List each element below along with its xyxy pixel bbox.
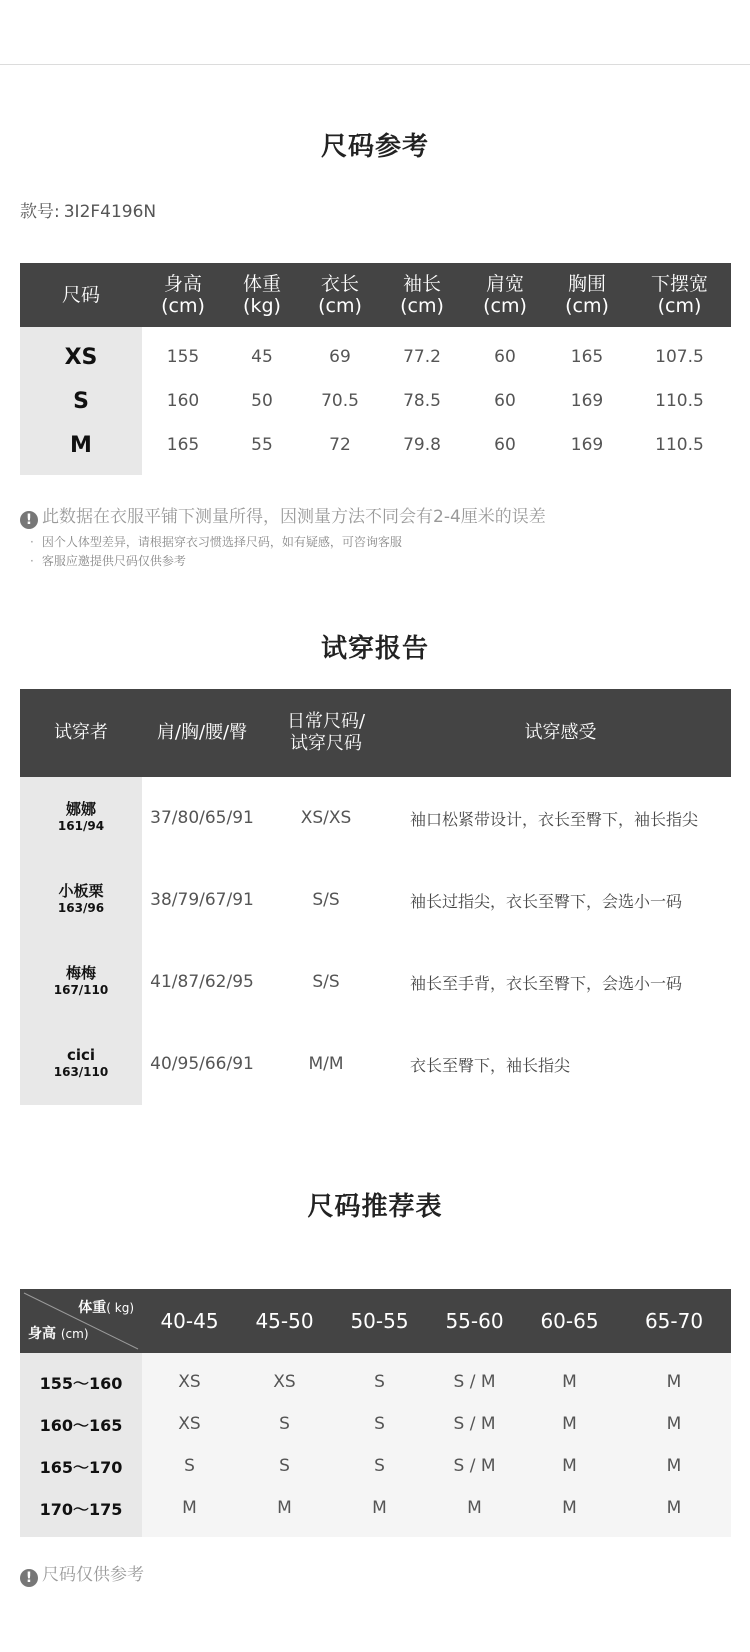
recommend-cell: M xyxy=(142,1487,237,1537)
top-divider xyxy=(0,64,750,65)
style-number-value: 3I2F4196N xyxy=(63,202,157,222)
recommend-cell: XS xyxy=(237,1353,332,1403)
recommend-title: 尺码推荐表 xyxy=(307,1192,443,1222)
trial-table-header xyxy=(20,689,731,777)
size-cell: 107.5 xyxy=(655,347,704,367)
recommend-cell: S / M xyxy=(427,1445,522,1487)
weight-header: 55-60 xyxy=(427,1289,522,1353)
size-header-cell: 胸围 (cm) xyxy=(546,263,628,327)
size-header-cell: 袖长 (cm) xyxy=(380,263,464,327)
size-header-cell: 体重 (kg) xyxy=(224,263,300,327)
tester-cell xyxy=(20,777,142,859)
tester-sizes: S/S xyxy=(312,972,340,992)
tester-sizes: S/S xyxy=(312,890,340,910)
recommend-row xyxy=(20,1353,731,1403)
size-row-m xyxy=(20,423,731,475)
size-cell: 69 xyxy=(329,347,351,367)
size-header-cell: 下摆宽 (cm) xyxy=(628,263,731,327)
recommend-cell: S / M xyxy=(427,1353,522,1403)
corner-weight-label: 体重( kg) xyxy=(78,1300,134,1316)
recommend-cell: M xyxy=(522,1403,617,1445)
weight-header: 50-55 xyxy=(332,1289,427,1353)
tester-metrics: 163/110 xyxy=(53,1065,109,1079)
exclamation-icon: ! xyxy=(20,1569,38,1587)
trial-header-cell: 肩/胸/腰/臀 xyxy=(142,689,262,777)
style-number xyxy=(20,197,160,222)
size-cell: 50 xyxy=(251,391,273,411)
tester-metrics: 167/110 xyxy=(53,983,109,997)
size-cell: 160 xyxy=(166,391,200,411)
tester-measures: 40/95/66/91 xyxy=(150,1054,254,1074)
size-row-xs xyxy=(20,327,731,379)
size-cell: 110.5 xyxy=(655,435,704,455)
recommend-cell: XS xyxy=(142,1353,237,1403)
tester-cell xyxy=(20,941,142,1023)
recommend-cell: S xyxy=(332,1353,427,1403)
size-cell: 79.8 xyxy=(403,435,441,455)
note-customer-service: · 客服应邀提供尺码仅供参考 xyxy=(30,552,186,569)
recommend-row xyxy=(20,1487,731,1537)
weight-header: 40-45 xyxy=(142,1289,237,1353)
size-header-cell: 衣长 (cm) xyxy=(300,263,380,327)
size-cell: 165 xyxy=(570,347,604,367)
size-label: XS xyxy=(20,327,142,379)
tester-measures: 38/79/67/91 xyxy=(150,890,254,910)
recommend-cell: S xyxy=(142,1445,237,1487)
trial-report-title: 试穿报告 xyxy=(320,634,429,664)
recommend-cell: M xyxy=(332,1487,427,1537)
size-header-cell: 肩宽 (cm) xyxy=(464,263,546,327)
recommend-cell: M xyxy=(617,1403,731,1445)
tester-feel: 衣长至臀下，袖长指尖 xyxy=(410,1055,571,1075)
height-range: 160～165 xyxy=(20,1403,142,1445)
size-cell: 55 xyxy=(251,435,273,455)
tester-name: 娜娜 xyxy=(65,800,96,818)
tester-sizes: XS/XS xyxy=(300,808,352,828)
weight-header: 65-70 xyxy=(617,1289,731,1353)
tester-measures: 41/87/62/95 xyxy=(150,972,254,992)
recommend-cell: S xyxy=(237,1403,332,1445)
recommend-cell: S xyxy=(332,1403,427,1445)
trial-header-cell: 试穿感受 xyxy=(390,689,731,777)
tester-metrics: 161/94 xyxy=(57,819,105,833)
tester-metrics: 163/96 xyxy=(57,901,105,915)
size-cell: 110.5 xyxy=(655,391,704,411)
trial-row xyxy=(20,859,731,941)
height-range: 155～160 xyxy=(20,1353,142,1403)
size-cell: 60 xyxy=(494,391,516,411)
corner-cell xyxy=(20,1289,142,1353)
size-cell: 169 xyxy=(570,391,604,411)
trial-row xyxy=(20,777,731,859)
tester-name: 小板栗 xyxy=(58,882,104,900)
size-row-s xyxy=(20,379,731,423)
trial-row xyxy=(20,941,731,1023)
height-range: 165～170 xyxy=(20,1445,142,1487)
recommend-cell: M xyxy=(237,1487,332,1537)
size-label: S xyxy=(20,379,142,423)
recommend-cell: M xyxy=(522,1445,617,1487)
recommend-cell: M xyxy=(427,1487,522,1537)
tester-name: 梅梅 xyxy=(65,964,96,982)
height-range: 170～175 xyxy=(20,1487,142,1537)
tester-feel: 袖口松紧带设计，衣长至臀下，袖长指尖 xyxy=(410,809,699,829)
measurement-note xyxy=(20,502,546,529)
recommend-cell: M xyxy=(522,1487,617,1537)
reference-footnote-text: 尺码仅供参考 xyxy=(42,1565,144,1585)
size-table xyxy=(20,263,731,475)
tester-cell xyxy=(20,859,142,941)
size-table-header xyxy=(20,263,731,327)
recommend-table-header xyxy=(20,1289,731,1353)
size-cell: 72 xyxy=(329,435,351,455)
size-cell: 70.5 xyxy=(321,391,359,411)
tester-sizes: M/M xyxy=(308,1054,344,1074)
recommend-cell: S / M xyxy=(427,1403,522,1445)
size-header-cell: 尺码 xyxy=(20,263,142,327)
recommend-cell: M xyxy=(617,1445,731,1487)
recommend-cell: M xyxy=(522,1353,617,1403)
tester-feel: 袖长至手背，衣长至臀下，会选小一码 xyxy=(410,973,683,993)
recommend-row xyxy=(20,1403,731,1445)
note-body-type: · 因个人体型差异，请根据穿衣习惯选择尺码，如有疑感，可咨询客服 xyxy=(30,533,402,550)
tester-cell xyxy=(20,1023,142,1105)
measurement-note-text: 此数据在衣服平铺下测量所得，因测量方法不同会有2-4厘米的误差 xyxy=(42,507,546,527)
trial-row xyxy=(20,1023,731,1105)
size-cell: 169 xyxy=(570,435,604,455)
size-cell: 60 xyxy=(494,435,516,455)
weight-header: 45-50 xyxy=(237,1289,332,1353)
size-cell: 155 xyxy=(166,347,200,367)
trial-table xyxy=(20,689,731,1105)
size-reference-title: 尺码参考 xyxy=(320,132,429,162)
tester-measures: 37/80/65/91 xyxy=(150,808,254,828)
reference-footnote xyxy=(20,1560,144,1587)
style-number-label: 款号: xyxy=(20,202,60,222)
size-cell: 165 xyxy=(166,435,200,455)
recommend-table xyxy=(20,1289,731,1537)
recommend-cell: M xyxy=(617,1353,731,1403)
size-cell: 78.5 xyxy=(403,391,441,411)
weight-header: 60-65 xyxy=(522,1289,617,1353)
recommend-cell: XS xyxy=(142,1403,237,1445)
recommend-cell: S xyxy=(237,1445,332,1487)
size-cell: 60 xyxy=(494,347,516,367)
recommend-row xyxy=(20,1445,731,1487)
corner-height-label: 身高 (cm) xyxy=(28,1326,89,1342)
trial-header-cell: 日常尺码/ 试穿尺码 xyxy=(262,689,390,777)
exclamation-icon: ! xyxy=(20,511,38,529)
tester-feel: 袖长过指尖，衣长至臀下，会选小一码 xyxy=(410,891,683,911)
tester-name: cici xyxy=(66,1046,96,1064)
size-header-cell: 身高 (cm) xyxy=(142,263,224,327)
trial-header-cell: 试穿者 xyxy=(20,689,142,777)
recommend-cell: M xyxy=(617,1487,731,1537)
recommend-cell: S xyxy=(332,1445,427,1487)
size-cell: 45 xyxy=(251,347,273,367)
size-cell: 77.2 xyxy=(403,347,441,367)
size-label: M xyxy=(20,423,142,475)
